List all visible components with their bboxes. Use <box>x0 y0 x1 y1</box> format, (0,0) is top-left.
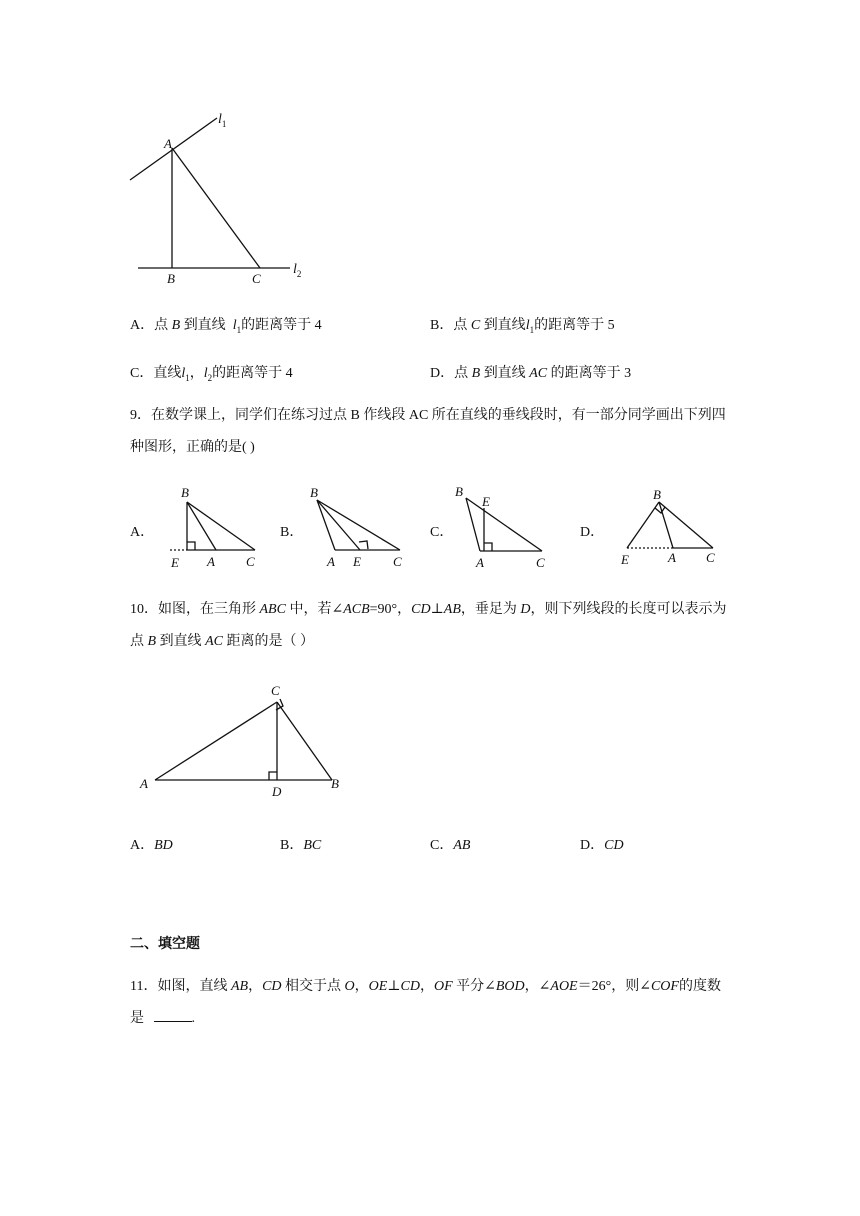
q8-option-D[interactable]: D．点 B 到直线 AC 的距离等于 3 <box>430 366 632 381</box>
q9-option-A-label[interactable]: A． <box>130 525 155 540</box>
label-C: C <box>246 554 255 569</box>
question-10: 10．如图，在三角形 ABC 中，若∠ACB=90°，CD⊥AB，垂足为 D，则下列线段的长度可以表示为点 B 到直线 AC 距离的是（ ） <box>130 602 727 649</box>
label-B: B <box>167 271 175 286</box>
figure-q9-A <box>165 480 270 570</box>
q10-option-C[interactable]: C．AB <box>430 838 471 853</box>
label-A: A <box>207 554 215 569</box>
figure-q9-D <box>615 482 725 570</box>
label-B: B <box>653 487 661 502</box>
label-A: A <box>327 554 335 569</box>
label-A: A <box>164 136 172 151</box>
figure-q8 <box>125 105 325 290</box>
label-A: A <box>476 555 484 570</box>
label-A: A <box>668 550 676 565</box>
label-l1: $l_1$ <box>218 112 227 129</box>
q10-option-D[interactable]: D．CD <box>580 838 624 853</box>
figure-q10 <box>135 680 350 800</box>
label-C: C <box>706 550 715 565</box>
label-C: C <box>536 555 545 570</box>
section-title: 二、填空题 <box>130 937 200 952</box>
q9-option-B-label[interactable]: B． <box>280 525 304 540</box>
label-B: B <box>310 485 318 500</box>
q8-option-B[interactable]: B．点 C 到直线$l_1$的距离等于 5 <box>430 318 615 335</box>
answer-blank[interactable] <box>154 1009 192 1022</box>
q8-option-C[interactable]: C．直线$l_1$，$l_2$的距离等于 4 <box>130 366 293 383</box>
figure-q9-C <box>452 478 557 570</box>
q9-option-D-label[interactable]: D． <box>580 525 605 540</box>
label-l2: $l_2$ <box>293 262 302 279</box>
label-E: E <box>171 555 179 570</box>
q10-option-A[interactable]: A．BD <box>130 838 173 853</box>
question-9: 9．在数学课上，同学们在练习过点 B 作线段 AC 所在直线的垂线段时，有一部分同学画出下列四种图形，正确的是( ) <box>130 408 726 455</box>
q10-option-B[interactable]: B．BC <box>280 838 322 853</box>
label-E: E <box>621 552 629 567</box>
label-E: E <box>353 554 361 569</box>
label-A: A <box>140 776 148 791</box>
question-11: 11．如图，直线 AB，CD 相交于点 O，OE⊥CD，OF 平分∠BOD，∠AOE＝26°，则∠COF的度数是 . <box>130 979 721 1026</box>
segment-AC <box>172 148 260 268</box>
q9-option-C-label[interactable]: C． <box>430 525 454 540</box>
q8-option-A[interactable]: A．点 B 到直线 $l_1$的距离等于 4 <box>130 318 322 335</box>
label-C: C <box>271 683 280 698</box>
label-C: C <box>252 271 261 286</box>
label-C: C <box>393 554 402 569</box>
label-D: D <box>272 784 282 799</box>
label-B: B <box>455 484 463 499</box>
label-E: E <box>482 494 490 509</box>
figure-q9-B <box>305 480 415 570</box>
label-B: B <box>331 776 339 791</box>
label-B: B <box>181 485 189 500</box>
